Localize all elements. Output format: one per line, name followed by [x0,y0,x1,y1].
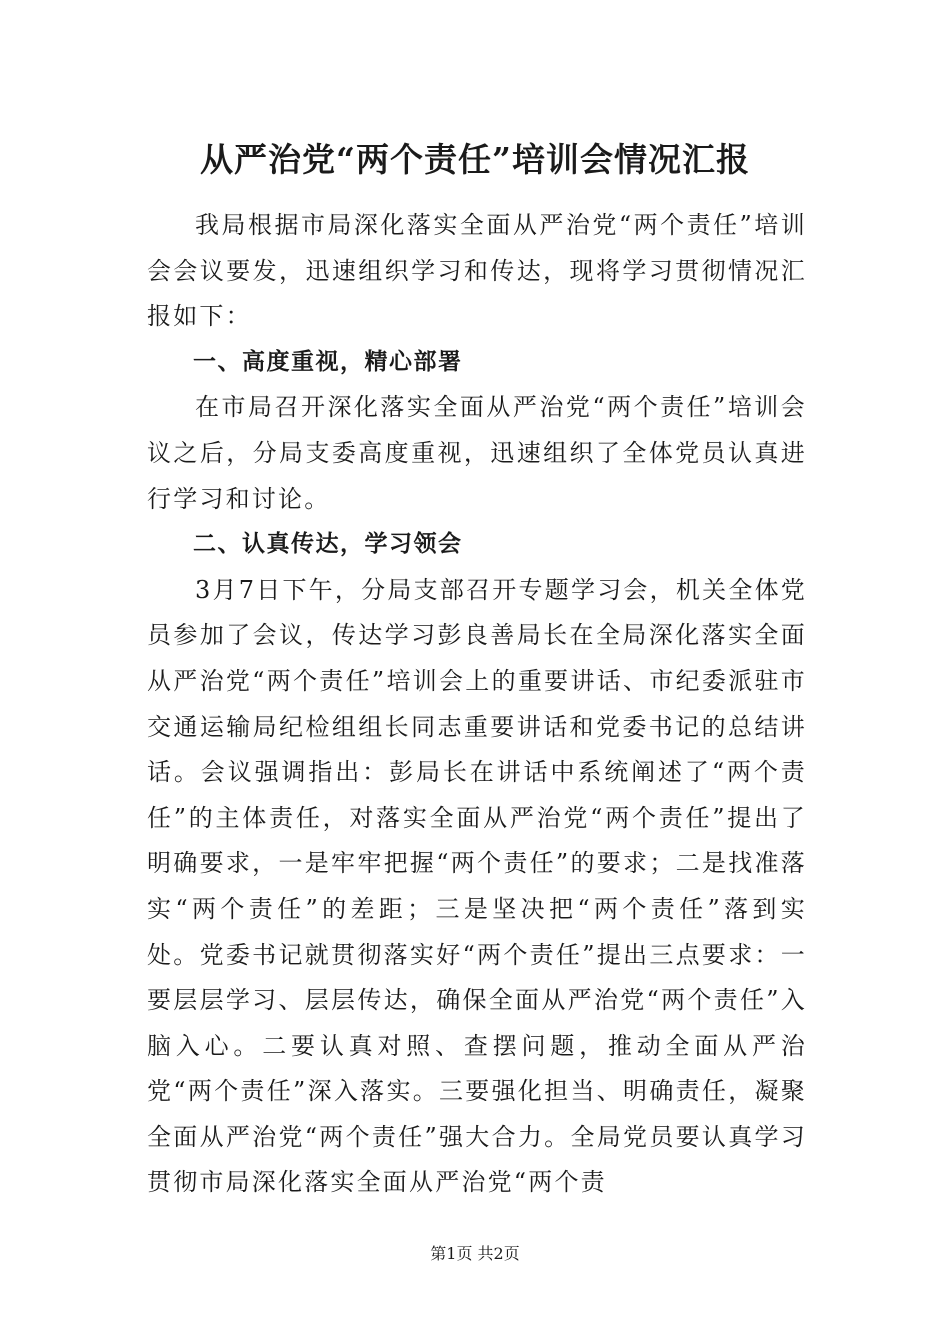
section-heading-2: 二、认真传达，学习领会 [193,531,463,558]
section-1-paragraph: 在市局召开深化落实全面从严治党“两个责任”培训会议之后，分局支委高度重视，迅速组织了全体党员认真进行学习和讨论。 [147,393,807,513]
page-footer: 第1页 共2页 [430,1244,520,1263]
section-heading-1: 一、高度重视，精心部署 [193,348,463,375]
intro-paragraph: 我局根据市局深化落实全面从严治党“两个责任”培训会会议要发，迅速组织学习和传达，现将学习贯彻情况汇报如下： [147,211,807,331]
document-body [147,203,807,1206]
document-title: 从严治党“两个责任”培训会情况汇报 [200,140,750,179]
section-2-paragraph: 3月7日下午，分局支部召开专题学习会，机关全体党员参加了会议，传达学习彭良善局长在全局深化落实全面从严治党“两个责任”培训会上的重要讲话、市纪委派驻市交通运输局纪检组组长同志重要讲话和党委书记的总结讲话。会议强调指出：彭局长在讲话中系统阐述了“两个责任”的主体责任，对落实全面从严治党“两个责任”提出了明确要求，一是牢牢把握“两个责任”的要求；二是找准落实“两个责任”的差距；三是坚决把“两个责任”落到实处。党委书记就贯彻落实好“两个责任”提出三点要求：一要层层学习、层层传达，确保全面从严治党“两个责任”入脑入心。二要认真对照、查摆问题，推动全面从严治党“两个责任”深入落实。三要强化担当、明确责任，凝聚全面从严治党“两个责任”强大合力。全局党员要认真学习贯彻市局深化落实全面从严治党“两个责 [147,575,807,1197]
